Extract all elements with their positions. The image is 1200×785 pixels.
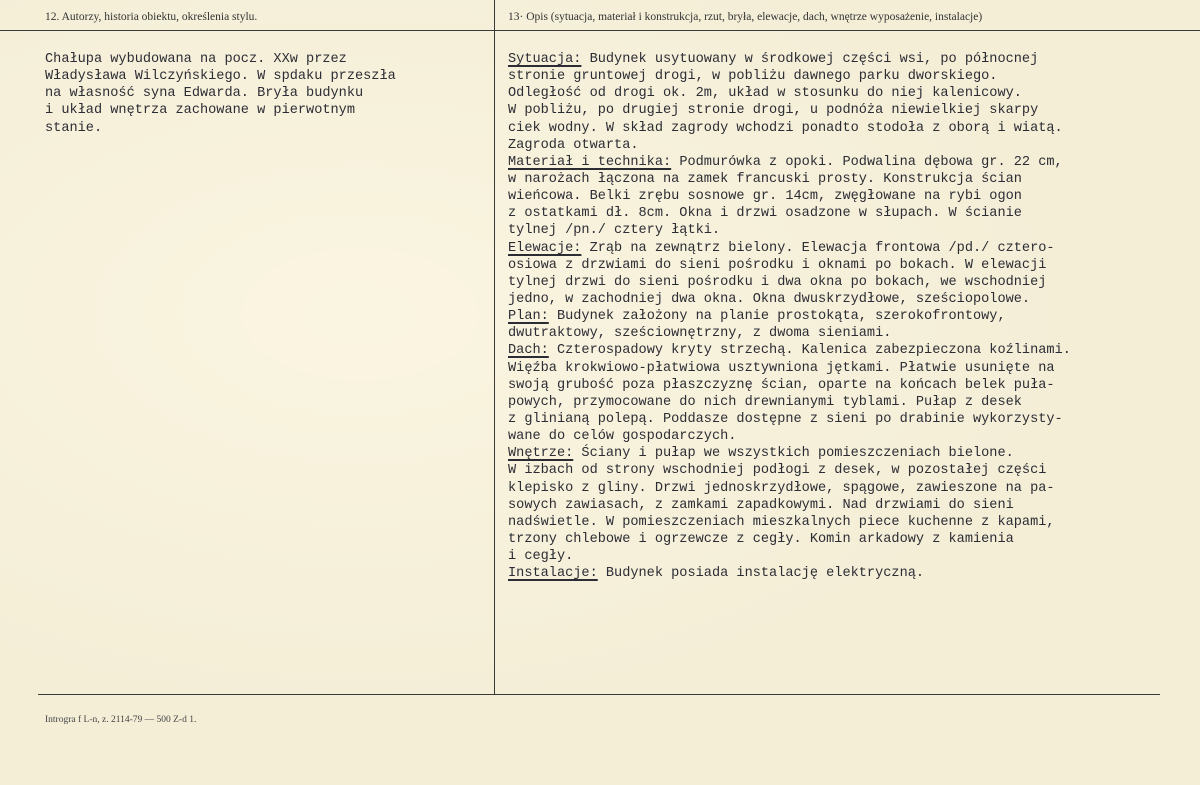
header-separator-line bbox=[0, 30, 1200, 31]
description-text-run: Zagroda otwarta. bbox=[508, 137, 639, 153]
description-line bbox=[508, 171, 1071, 188]
description-line bbox=[508, 205, 1071, 222]
description-line bbox=[508, 308, 1071, 325]
description-text-run: powych, przymocowane do nich drewnianymi tyblami. Pułap z desek bbox=[508, 394, 1022, 410]
description-text-run: z ostatkami dł. 8cm. Okna i drzwi osadzone w słupach. W ścianie bbox=[508, 206, 1022, 222]
description-text-run: jedno, w zachodniej dwa okna. Okna dwuskrzydłowe, sześciopolowe. bbox=[508, 291, 1031, 307]
description-text-run: Zrąb na zewnątrz bielony. Elewacja frontowa /pd./ cztero- bbox=[581, 240, 1055, 256]
description-line bbox=[508, 480, 1071, 497]
description-line bbox=[508, 222, 1071, 239]
description-line bbox=[508, 514, 1071, 531]
description-text-run: osiowa z drzwiami do sieni pośrodku i oknami po bokach. W elewacji bbox=[508, 257, 1047, 273]
description-text-run: Budynek usytuowany w środkowej części wsi, po północnej bbox=[581, 52, 1039, 67]
description-text-run: wane do celów gospodarczych. bbox=[508, 429, 737, 445]
description-line bbox=[508, 462, 1071, 479]
description-line bbox=[508, 154, 1071, 171]
description-text-run: wieńcowa. Belki zrębu sosnowe gr. 14cm, zwęgłowane na rybi ogon bbox=[508, 189, 1022, 205]
description-text-run: i cegły. bbox=[508, 549, 574, 565]
description-line bbox=[508, 325, 1071, 342]
section-heading: Materiał i technika: bbox=[508, 154, 672, 170]
description-line bbox=[508, 85, 1071, 102]
description-line bbox=[508, 120, 1071, 137]
description-line bbox=[508, 137, 1071, 154]
description-line bbox=[508, 240, 1071, 257]
left-text-line: stanie. bbox=[45, 120, 103, 136]
description-line bbox=[508, 68, 1071, 85]
description-line bbox=[508, 445, 1071, 462]
description-line bbox=[508, 497, 1071, 514]
description-line bbox=[508, 360, 1071, 377]
description-text-run: dwutraktowy, sześciownętrzny, z dwoma sieniami. bbox=[508, 326, 892, 342]
description-line bbox=[508, 51, 1071, 68]
description-line bbox=[508, 102, 1071, 119]
description-text-run: Budynek założony na planie prostokąta, szerokofrontowy, bbox=[548, 309, 1006, 325]
description-line bbox=[508, 428, 1071, 445]
description-text-run: swoją grubość poza płaszczyznę ścian, oparte na końcach belek puła- bbox=[508, 377, 1055, 393]
description-line bbox=[508, 411, 1071, 428]
left-text-line: Władysława Wilczyńskiego. W spdaku przeszła bbox=[45, 69, 396, 85]
description-text-run: nadświetle. W pomieszczeniach mieszkalnych piece kuchenne z kapami, bbox=[508, 514, 1055, 530]
description-text-run: ciek wodny. W skład zagrody wchodzi ponadto stodoła z oborą i wiatą. bbox=[508, 120, 1063, 136]
description-line bbox=[508, 274, 1071, 291]
section-heading: Elewacje: bbox=[508, 240, 582, 256]
section-13-header: 13· Opis (sytuacja, materiał i konstrukcja, rzut, bryła, elewacje, dach, wnętrze wyposażenie, instalacje) bbox=[508, 11, 983, 23]
description-line bbox=[508, 531, 1071, 548]
description-text-run: Więźba krokwiowo-płatwiowa usztywniona jętkami. Płatwie usunięte na bbox=[508, 360, 1055, 376]
section-heading: Wnętrze: bbox=[508, 446, 574, 462]
description-text-run: tylnej drzwi do sieni pośrodku i dwa okna po bokach, we wschodniej bbox=[508, 274, 1047, 290]
description-text bbox=[508, 51, 1071, 582]
description-line bbox=[508, 548, 1071, 565]
description-text-run: Czterospadowy kryty strzechą. Kalenica zabezpieczona koźlinami. bbox=[548, 343, 1071, 359]
description-text-run: sowych zawiasach, z zamkami zapadkowymi. Nad drzwiami do sieni bbox=[508, 497, 1014, 513]
description-line bbox=[508, 565, 1071, 582]
footer-separator-line bbox=[38, 694, 1160, 695]
description-text-run: Ściany i pułap we wszystkich pomieszczeniach bielone. bbox=[573, 446, 1014, 462]
description-line bbox=[508, 291, 1071, 308]
description-line bbox=[508, 394, 1071, 411]
column-divider-line bbox=[494, 0, 495, 695]
description-text-run: w narożach łączona na zamek francuski prosty. Konstrukcja ścian bbox=[508, 171, 1022, 187]
section-heading: Dach: bbox=[508, 343, 549, 359]
description-line bbox=[508, 377, 1071, 394]
description-text-run: trzony chlebowe i ogrzewcze z cegły. Komin arkadowy z kamienia bbox=[508, 531, 1014, 547]
section-heading: Sytuacja: bbox=[508, 52, 582, 67]
description-text-run: tylnej /pn./ cztery łątki. bbox=[508, 223, 721, 239]
section-heading: Plan: bbox=[508, 309, 549, 325]
printer-imprint: Introgra f L-n, z. 2114-79 — 500 Z-d 1. bbox=[45, 715, 197, 725]
left-text-line: Chałupa wybudowana na pocz. XXw przez bbox=[45, 52, 347, 67]
section-12-header: 12. Autorzy, historia obiektu, określenia stylu. bbox=[45, 11, 258, 23]
section-heading: Instalacje: bbox=[508, 566, 598, 582]
description-text-run: W pobliżu, po drugiej stronie drogi, u podnóża niewielkiej skarpy bbox=[508, 103, 1039, 119]
description-text-run: klepisko z gliny. Drzwi jednoskrzydłowe, spągowe, zawieszone na pa- bbox=[508, 480, 1055, 496]
authors-history-text bbox=[45, 51, 396, 137]
left-text-line: i układ wnętrza zachowane w pierwotnym bbox=[45, 103, 355, 119]
description-line bbox=[508, 257, 1071, 274]
description-text-run: Budynek posiada instalację elektryczną. bbox=[597, 566, 925, 582]
description-text-run: Odległość od drogi ok. 2m, układ w stosunku do niej kalenicowy. bbox=[508, 86, 1022, 102]
description-text-run: stronie gruntowej drogi, w pobliżu dawnego parku dworskiego. bbox=[508, 69, 998, 85]
description-text-run: W izbach od strony wschodniej podłogi z desek, w pozostałej części bbox=[508, 463, 1047, 479]
description-text-run: z glinianą polepą. Poddasze dostępne z sieni po drabinie wykorzysty- bbox=[508, 411, 1063, 427]
description-text-run: Podmurówka z opoki. Podwalina dębowa gr. 22 cm, bbox=[671, 154, 1063, 170]
description-line bbox=[508, 342, 1071, 359]
left-text-line: na własność syna Edwarda. Bryła budynku bbox=[45, 86, 364, 102]
description-line bbox=[508, 188, 1071, 205]
